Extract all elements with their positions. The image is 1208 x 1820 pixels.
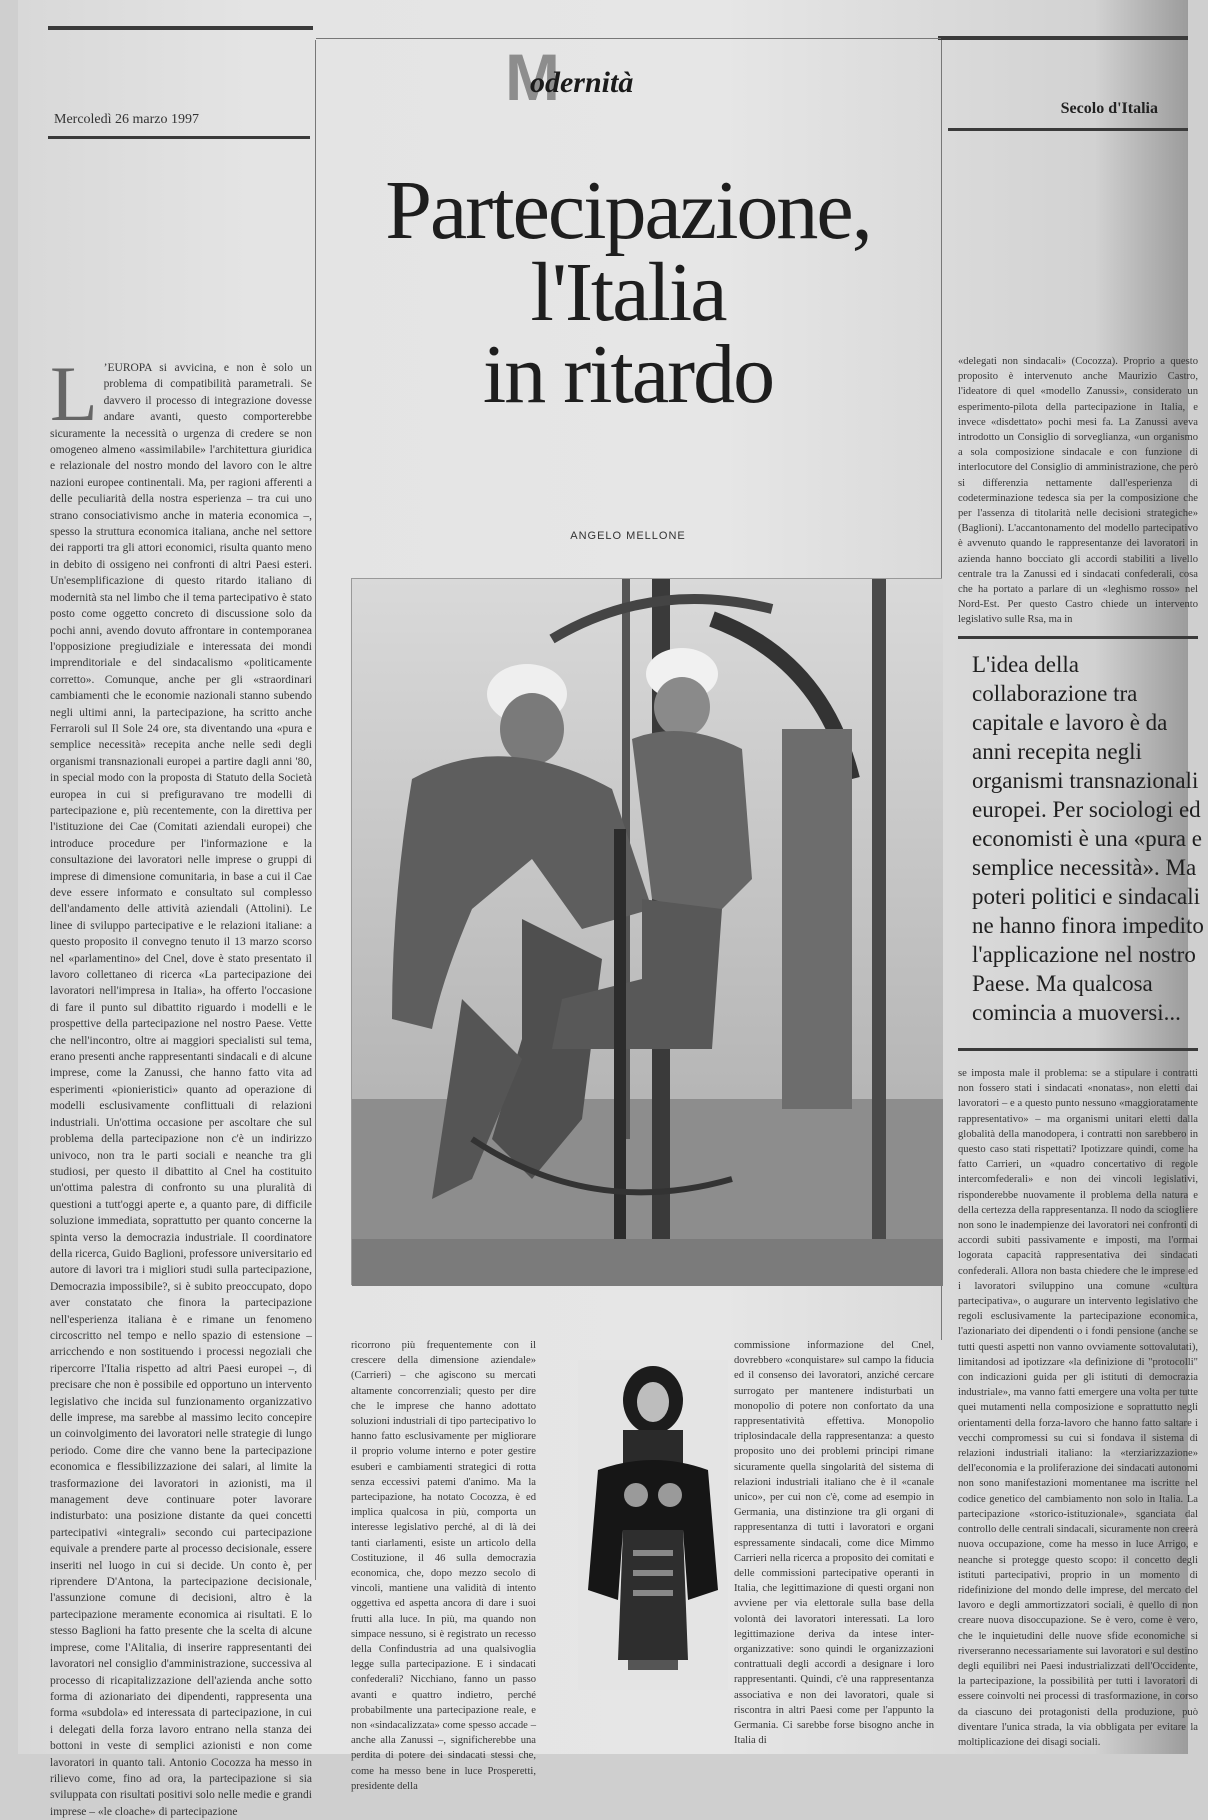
article-column-5-bottom bbox=[958, 1066, 1198, 1748]
column-5-top-text: «delegati non sindacali» (Cocozza). Proprio a questo proposito è intervenuto anche Maurizio Castro, l'ideatore di quel «modello Zanussi», considerato un esperimento-pilota della partecipazione in Italia, e invece «disdettato» pochi mesi fa. La Zanussi aveva introdotto un Consiglio di sorveglianza, «un organismo a sola composizione sindacale e con funzione di interlocutore del Consiglio di amministrazione, che però si differenzia nettamente dall'esperienza di codeterminazione tedesca sia per la composizione che per l'assenza di titolarità nelle decisioni strategiche» (Baglioni). L'accantonamento del modello partecipativo è avvenuto quando le rappresentanze dei lavoratori in azienda hanno bocciato gli accordi stabiliti a livello centrale tra la Zanussi ed i sindacati confederali, cosa che ha portato a parlare di un «leghismo rosso» nel Nord-Est. Per questo Castro chiede un intervento legislativo sulle Rsa, ma in bbox=[958, 356, 1198, 626]
headline-line-3: in ritardo bbox=[482, 328, 774, 421]
newspaper-name: Secolo d'Italia bbox=[1060, 100, 1158, 117]
headline bbox=[318, 164, 938, 421]
column-5-bottom-text: se imposta male il problema: se a stipulare i contratti non fossero stati i sindacati «nonatas», non eletti dai lavoratori – e a questo punto nessuno «maggioratamente rappresentativo» – ma organismi unitari eletti dalla globalità della manodopera, i contratti non sarebbero in questo caso stati rispettati? Ipotizzare quindi, come ha fatto Carrieri, un «quadro concertativo di regole intercomfederali» e non dei vincoli legislativi, risponderebbe nuovamente il problema della natura e della certezza della rappresentanza. Il nodo da sciogliere non sono le inadempienze dei lavoratori nei confronti di accordi subiti passivamente e imposti, ma l'ormai logorata capacità rappresentativa dei sindacati confederali. Allora non basta chiedere che le imprese ed i lavoratori sviluppino una comune «cultura partecipativa», o augurare un intervento legislativo che regoli esclusivamente la partecipazione economica, l'azionariato dei dipendenti o i fondi pensione (anche se tutti questi aspetti non vanno ovviamente sottovalutati), limitandosi ad ipotizzare «la definizione di "protocolli" con indicazioni guida per gli istituti di democrazia industriale», ma vanno fatti emergere una volta per tutte quei mutamenti nella composizione e soprattutto negli orientamenti della forza-lavoro che hanno fatto saltare i vecchi compromessi su cui si fondava il sistema di relazioni industriali italiano: la «terziarizzazione» dell'economia e la proliferazione dei sindacati autonomi non sono manifestazioni momentanee ma iscritte nel codice genetico del cambiamento non solo in Italia. La partecipazione «storico-istituzionale», sganciata dal controllo delle centrali sindacali, sicuramente non creerà nuova occupazione, come ha messo in luce Arrigo, e neanche si protegge questo scopo: il concetto degli istituti partecipativi, proprio in un momento di ridefinizione del mondo delle imprese, del mercato del lavoro e degli ammortizzatori sociali, è quello di non creare nuova disoccupazione. Se è vero, come è vero, che le inquietudini delle nuove sfide economiche si riverseranno necessariamente sui lavoratori e sul destino degli equilibri nei Paesi industrializzati dell'Occidente, la partecipazione, la possibilità per tutti i lavoratori di essere coinvolti nei processi di trasformazione, in corso da ciascuno dei protagonisti della produzione, può diventare l'unica strada, la via obbligata per evitare la moltiplicazione dei disagi sociali. bbox=[958, 1068, 1198, 1748]
paper-rule bbox=[948, 128, 1188, 131]
headline-line-2: l'Italia bbox=[530, 246, 726, 339]
top-rule-left bbox=[48, 26, 313, 30]
byline: ANGELO MELLONE bbox=[570, 530, 686, 542]
column-4-text: commissione informazione del Cnel, dovrebbero «conquistare» sul campo la fiducia ed il consenso dei lavoratori, anziché cercare surrogato per mantenere indisturbati un monopolio di potere non confortato da una rappresentatività effettiva. Monopolio triplosindacale della rappresentanza: a questo proposito uno dei problemi principi rimane sicuramente quella singolarità del sistema di relazioni industriali italiano che è il «canale unico», per cui non c'è, come ad esempio in Germania, una distinzione tra gli organi di rappresentanza di tutti i lavoratori e organi espressamente sindacali, come dice Mimmo Carrieri nella ricerca a proposito dei comitati e delle commissioni partecipative operanti in Italia, che legittimazione di questi organi non avviene per via elettorale sulla base della volontà dei lavoratori interessati. La loro legittimazione deriva da intese inter-organizzative: sono quindi le organizzazioni contrattuali degli accordi a designare i loro rappresentanti. Quindi, c'è una rappresentanza associativa e non dei lavoratori, quale si riscontra in altri Paesi come per l'appunto la Germania. Ci sarebbe forse bisogno anche in Italia di bbox=[734, 1340, 934, 1747]
drop-cap: L bbox=[50, 350, 98, 437]
article-column-3 bbox=[351, 1338, 536, 1792]
article-photo-oil-workers bbox=[351, 578, 942, 1285]
pull-quote: L'idea della collaborazione tra capitale e lavoro è da anni recepita negli organismi transnazionali europei. Per sociologi ed economisti è una «pura e semplice necessità». Ma poteri politici e sindacali ne hanno finora impedito l'applicazione nel nostro Paese. Ma qualcosa comincia a muoversi... bbox=[972, 652, 1204, 1025]
divider-left bbox=[315, 40, 316, 1580]
robot-illustration bbox=[578, 1360, 728, 1690]
pullquote-rule-bottom bbox=[958, 1048, 1198, 1051]
issue-date: Mercoledì 26 marzo 1997 bbox=[54, 112, 200, 127]
article-column-5-top bbox=[958, 354, 1198, 628]
section-rest: odernità bbox=[529, 66, 634, 99]
section-initial: M bbox=[505, 40, 560, 114]
pullquote-rule-top bbox=[958, 636, 1198, 639]
headline-line-1: Partecipazione, bbox=[385, 164, 871, 257]
newspaper-page bbox=[18, 0, 1204, 1818]
center-box-top bbox=[316, 38, 941, 39]
date-rule bbox=[48, 136, 310, 139]
column-1-text: ’EUROPA si avvicina, e non è solo un problema di compatibilità parametrali. Se davvero il processo di integrazione dovesse andare avanti, questo comporterebbe sicuramente la necessità o urgenza di credere se non omogeneo almeno «assimilabile» l'architettura giuridica e relazionale del nostro mondo del lavoro con le altre nazioni europee continentali. Ma, per ragioni afferenti a delle peculiarità della nostra esperienza – tra cui uno strano consociativismo anche in materia economica –, spesso la struttura economica italiana, anche nel settore dei rapporti tra gli attori economici, risulta quanto meno in debito di ossigeno nei confronti di altri Paesi esteri. Un'esemplificazione di questo ritardo italiano di modernità sta nel limbo che il tema partecipativo è stato posto come oggetto concreto di discussione solo da pochi anni, avendo dovuto affrontare in contemporanea l'opposizione pregiudiziale e interessata dei mondi imprenditoriale e del sindacalismo «politicamente corretto». Comunque, anche per gli «straordinari cambiamenti che le economie nazionali stanno subendo negli ultimi anni, la partecipazione, ha scritto anche Ferraroli sul Il Sole 24 ore, sta diventando una «pura e semplice necessità» recepita anche nelle sedi degli organismi transnazionali europei a partire dagli anni '80, in special modo con la proposta di Statuto della Società europea in cui si prefiguravano tre modelli di partecipazione e, più recentemente, con la direttiva per l'istituzione dei Cae (Comitati aziendali europei) che introduce procedure per l'informazione e la consultazione dei lavoratori nelle imprese o gruppi di imprese di dimensione comunitaria, in base a cui il Cae deve essere informato e consultato sul complesso dell'andamento delle attività aziendali (Attolini). Le linee di sviluppo partecipative e le relazioni italiane: a questo proposito il convegno tenuto il 13 marzo scorso nel «parlamentino» del Cnel, dove è stato presentato il lavoro collettaneo di ricerca «La partecipazione dei lavoratori nell'impresa in Italia», ha offerto l'occasione di fare il punto sul dibattito riguardo i modelli e le prospettive della partecipazione nel nostro Paese. Vette che nell'incontro, oltre ai maggiori specialisti sul tema, erano presenti anche rappresentanti sindacali e di alcune imprese, come la Zanussi, che hanno fatto vita ad esperimenti «pionieristici» quanto ad operazione di modelli esclusivamente conflittuali di relazioni industriali. Un'ottima occasione per ascoltare che sul problema della partecipazione non c'è un indirizzo univoco, non tra le parti sociali e neanche tra gli studiosi, per questo il dibattito al Cnel ha costituito un'ottima palestra di confronto su una pluralità di questioni a tutt'oggi aperte e, a quanto pare, di difficile soluzione immediata, soprattutto per quanto concerne la spinta verso la democrazia industriale. Il coordinatore della ricerca, Guido Baglioni, professore universitario ed autore di lavori tra i migliori studi sulla partecipazione, Democrazia impossibile?, si è subito preoccupato, dopo aver constatato che finora la partecipazione nell'esperienza italiana è e rimane un fenomeno circoscritto nel tempo e nello spazio di estensione – arricchendo e non sostituendo i processi negoziali che ripercorre l'Italia rispetto ad altri Paesi europei –, di precisare che non è possibile ed opportuno un intervento legislativo che incida sul funzionamento organizzativo delle imprese, ma sarebbe al massimo lecito concepire un coinvolgimento dei lavoratori nelle strategie di lungo periodo. Come dire che vanno bene la partecipazione economica e flessibilizzazione dei salari, al limite la trasformazione dei lavoratori in azionisti, ma il management deve continuare poter lavorare indisturbato: una posizione distante da quei concetti partecipativi «integrali» secondo cui partecipazione equivale a prendere parte al processo decisionale, essere inseriti nel luogo in cui si decide. Un conto è, per riprendere D'Antona, la partecipazione decisionale, l'assunzione comune di decisioni, altro è la partecipazione meramente economica ai risultati. E lo stesso Baglioni ha fatto presente che la scelta di alcune imprese, come l'Alitalia, di inserire rappresentanti dei lavoratori nel consiglio d'amministrazione, successiva al processo di ricapitalizzazione dell'azienda anche sotto forma di azionariato dei dipendenti, rappresenta una forma «subdola» ed interessata di partecipazione, in cui i delegati della forza lavoro entrano nella stanza dei bottoni in veste di semplici azionisti e non come lavoratori in quanto tali. Antonio Cocozza ha messo in rilievo come, fino ad ora, la partecipazione si sia sviluppata con risultati positivi solo nelle medie e grandi imprese – «le cloache» di partecipazione bbox=[50, 362, 312, 1818]
article-column-4 bbox=[734, 1338, 934, 1747]
robot-figure bbox=[578, 1360, 728, 1690]
photo-illustration bbox=[352, 579, 943, 1286]
column-3-text: ricorrono più frequentemente con il crescere della dimensione aziendale» (Carrieri) – che agiscono su mercati altamente concorrenziali; questo per dire che le imprese che hanno adottato soluzioni industriali di tipo partecipativo lo hanno fatto esclusivamente per migliorare il proprio volume interno e poter gestire esuberi e cambiamenti strategici di rotta senza eccessivi patemi d'animo. Ma la partecipazione, ha notato Cocozza, è ed implica qualcosa in più, comporta un interesse legislativo perché, al di là dei tanti ciarlamenti, esiste un articolo della Costituzione, il 46 sulla democrazia economica, che, dopo mezzo secolo di vincoli, mantiene una validità di intento oggettiva ed aspetta ancora di dare i suoi frutti alla luce. In più, ma quando non simpace nessuno, si è registrato un recesso della Confindustria ad una qualsivoglia legge sulla partecipazione. E i sindacati confederali? Nicchiano, fanno un passo avanti e quattro indietro, perché probabilmente una partecipazione reale, e non «sindacalizzata» come spesso accade – anche alla Zanussi –, significherebbe una perdita di potere dei sindacati stessi che, come ha messo bene in luce Prosperetti, presidente della bbox=[351, 1340, 536, 1792]
top-rule-right bbox=[938, 36, 1188, 40]
section-title bbox=[505, 40, 634, 114]
article-column-1 bbox=[50, 350, 312, 1818]
